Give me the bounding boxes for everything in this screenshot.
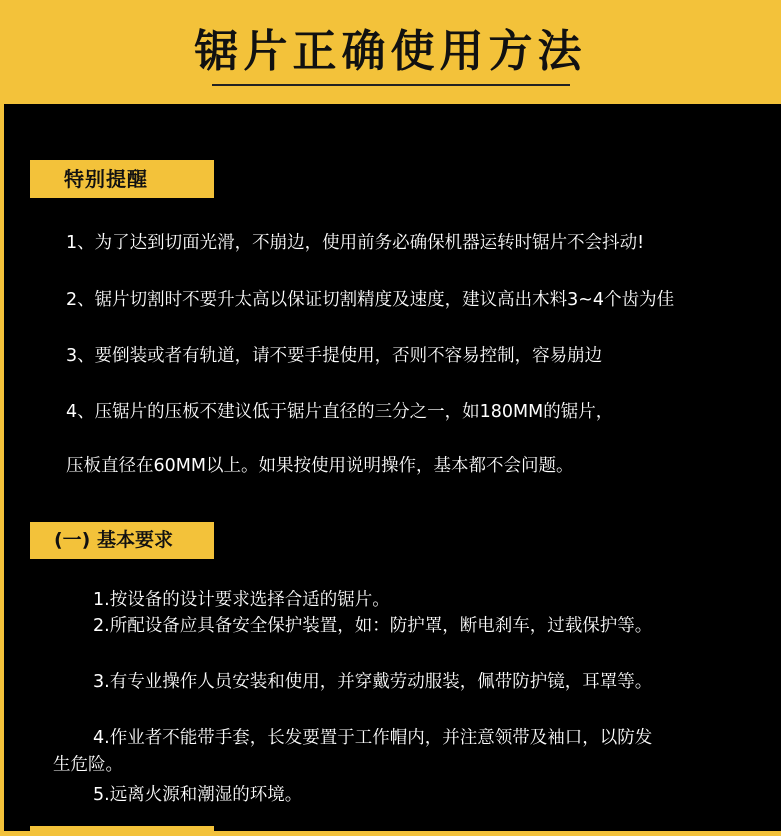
requirement-line-4: 4.作业者不能带手套，长发要置于工作帽内，并注意领带及袖口，以防发 [93,728,653,748]
reminder-line-4: 4、压锯片的压板不建议低于锯片直径的三分之一，如180MM的锯片， [66,402,614,422]
reminder-line-1: 1、为了达到切面光滑，不崩边，使用前务必确保机器运转时锯片不会抖动! [66,233,645,253]
page-title: 锯片正确使用方法 [194,26,587,77]
requirement-line-1: 1.按设备的设计要求选择合适的锯片。 [93,590,390,610]
requirement-line-5: 5.远离火源和潮湿的环境。 [93,785,303,805]
section-label-basic-requirements: (一) 基本要求 [30,522,214,559]
next-section-label [30,826,214,836]
requirement-line-2: 2.所配设备应具备安全保护装置，如：防护罩，断电刹车，过载保护等。 [93,616,653,636]
requirement-line-4-cont: 生危险。 [53,755,123,775]
reminder-line-5: 压板直径在60MM以上。如果按使用说明操作，基本都不会问题。 [66,456,574,476]
reminder-line-3: 3、要倒装或者有轨道，请不要手提使用，否则不容易控制，容易崩边 [66,346,603,366]
reminder-line-2: 2、锯片切割时不要升太高以保证切割精度及速度，建议高出木料3~4个齿为佳 [66,290,675,310]
header-banner [0,0,781,104]
title-underline [212,84,570,86]
requirement-line-3: 3.有专业操作人员安装和使用，并穿戴劳动服装，佩带防护镜，耳罩等。 [93,672,653,692]
content-panel [4,104,781,831]
section-label-reminder: 特别提醒 [30,160,214,198]
